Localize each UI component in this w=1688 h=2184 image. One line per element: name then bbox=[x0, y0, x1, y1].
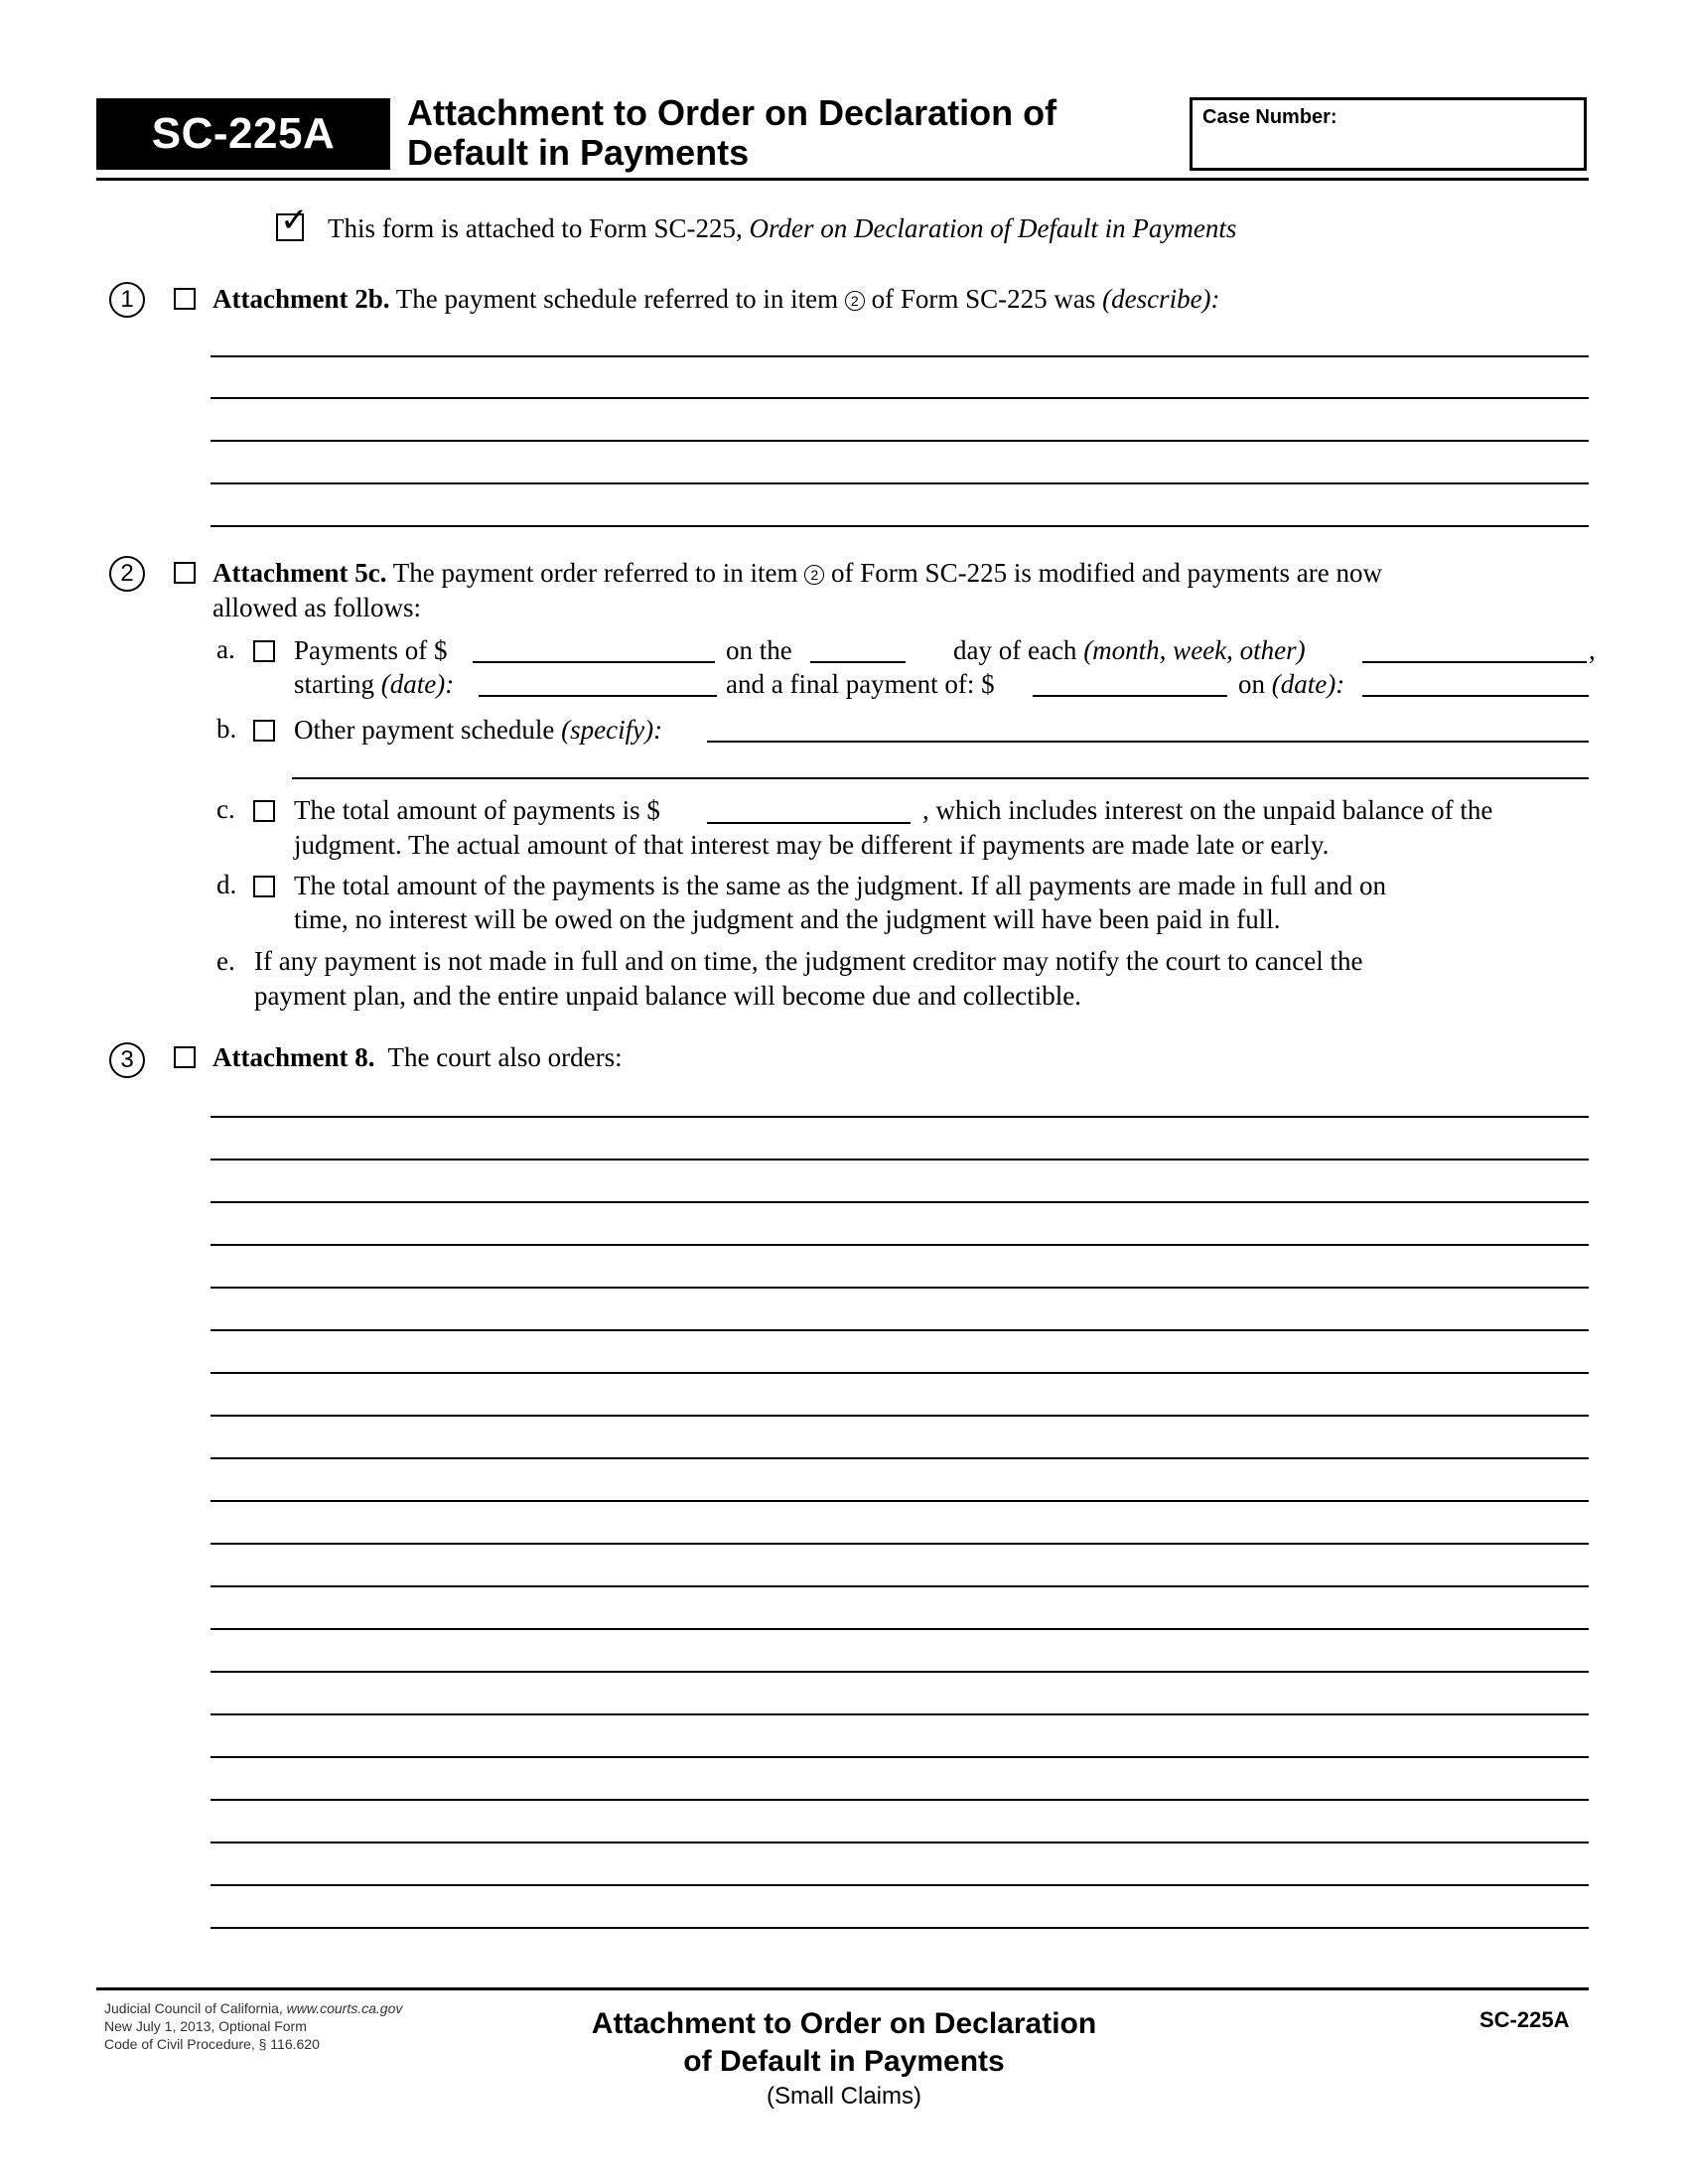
attached-notice bbox=[328, 211, 1236, 245]
order-line[interactable] bbox=[211, 1329, 1589, 1331]
item-ref-icon: 2 bbox=[804, 565, 824, 585]
item-3-label: The court also orders: bbox=[387, 1042, 623, 1072]
form-id-badge bbox=[96, 98, 390, 170]
footer-divider bbox=[96, 1987, 1589, 1990]
footer-form-code: SC-225A bbox=[1479, 2007, 1570, 2032]
item-1-text-b: of Form SC-225 was bbox=[871, 284, 1096, 314]
item-2a-payments-of: Payments of $ bbox=[294, 635, 448, 665]
footer-date: New July 1, 2013, Optional Form bbox=[104, 2018, 307, 2034]
item-2d-letter: d. bbox=[216, 870, 237, 899]
item-2b-text bbox=[294, 713, 662, 747]
item-1-title: Attachment 2b. bbox=[212, 284, 390, 314]
item-3-checkbox[interactable] bbox=[174, 1046, 196, 1068]
item-1-line-5[interactable] bbox=[211, 525, 1589, 527]
item-2-text bbox=[212, 556, 1382, 590]
item-1-text bbox=[212, 282, 1220, 316]
item-2a-on-the: on the bbox=[726, 635, 792, 665]
item-3-text bbox=[212, 1040, 623, 1074]
footer-title-line2: of Default in Payments bbox=[683, 2045, 1005, 2078]
footer-publisher bbox=[104, 1999, 402, 2017]
item-1-line-4[interactable] bbox=[211, 482, 1589, 484]
footer-title-line1: Attachment to Order on Declaration bbox=[591, 2007, 1097, 2040]
item-2b-letter: b. bbox=[216, 714, 237, 744]
order-line[interactable] bbox=[211, 1585, 1589, 1587]
item-2-text-b: of Form SC-225 is modified and payments are now bbox=[831, 558, 1382, 588]
order-line[interactable] bbox=[211, 1927, 1589, 1929]
order-line[interactable] bbox=[211, 1201, 1589, 1203]
item-2a-on bbox=[1238, 667, 1344, 701]
form-title bbox=[407, 93, 1162, 173]
order-line[interactable] bbox=[211, 1116, 1589, 1118]
footer-code-ref: Code of Civil Procedure, § 116.620 bbox=[104, 2036, 320, 2052]
order-line[interactable] bbox=[211, 1500, 1589, 1502]
header-divider bbox=[96, 178, 1589, 181]
item-2b-checkbox[interactable] bbox=[253, 720, 275, 742]
form-title-line1: Attachment to Order on Declaration of bbox=[407, 92, 1057, 133]
item-2a-start-date-field[interactable] bbox=[479, 695, 717, 697]
item-2a-comma: , bbox=[1589, 635, 1596, 665]
case-number-label: Case Number: bbox=[1202, 106, 1337, 128]
order-line[interactable] bbox=[211, 1159, 1589, 1160]
item-3-title: Attachment 8. bbox=[212, 1042, 375, 1072]
item-2e-letter: e. bbox=[216, 946, 235, 976]
item-2a-day-of-each bbox=[953, 633, 1306, 667]
form-id: SC-225A bbox=[151, 109, 336, 158]
item-ref-icon: 2 bbox=[845, 291, 865, 311]
footer-publisher-name: Judicial Council of California, bbox=[104, 2000, 287, 2016]
item-2c-text-a: The total amount of payments is $ bbox=[294, 795, 660, 825]
item-2b-specify-field[interactable] bbox=[707, 741, 1589, 743]
item-2a-date-hint: (date): bbox=[380, 669, 455, 699]
item-2d-text-b: time, no interest will be owed on the judgment and the judgment will have been paid in full. bbox=[294, 904, 1281, 934]
item-1-number-icon: 1 bbox=[109, 282, 145, 318]
item-2a-period-field[interactable] bbox=[1362, 661, 1587, 663]
order-line[interactable] bbox=[211, 1713, 1589, 1715]
item-1-describe-hint: (describe): bbox=[1102, 284, 1220, 314]
order-line[interactable] bbox=[211, 1415, 1589, 1417]
footer-website-link[interactable]: www.courts.ca.gov bbox=[286, 2000, 403, 2016]
item-2a-on-label: on bbox=[1238, 669, 1265, 699]
item-2a-checkbox[interactable] bbox=[253, 640, 275, 662]
checkmark-icon: ✓ bbox=[280, 201, 309, 240]
item-2a-amount-field[interactable] bbox=[473, 661, 715, 663]
item-2e-text-a: If any payment is not made in full and on time, the judgment creditor may notify the court to cancel the bbox=[254, 946, 1363, 976]
item-1-line-1[interactable] bbox=[211, 355, 1589, 357]
item-2-text-c: allowed as follows: bbox=[212, 593, 421, 622]
item-2e-text-b: payment plan, and the entire unpaid balance will become due and collectible. bbox=[254, 981, 1081, 1011]
item-2a-final-amount-field[interactable] bbox=[1033, 695, 1227, 697]
item-2a-day-of-each-label: day of each bbox=[953, 635, 1077, 665]
item-2-number-icon: 2 bbox=[109, 556, 145, 592]
item-2a-starting bbox=[294, 667, 454, 701]
item-2d-text-a: The total amount of the payments is the same as the judgment. If all payments are made in full and on bbox=[294, 871, 1386, 900]
item-2c-text-b: , which includes interest on the unpaid balance of the bbox=[922, 795, 1493, 825]
order-line[interactable] bbox=[211, 1628, 1589, 1630]
order-line[interactable] bbox=[211, 1543, 1589, 1545]
item-2b-specify-line-2[interactable] bbox=[292, 777, 1589, 779]
attached-notice-form-name: Order on Declaration of Default in Payments bbox=[749, 213, 1237, 243]
item-3-number-icon: 3 bbox=[109, 1042, 145, 1078]
item-2a-final-payment: and a final payment of: $ bbox=[726, 669, 995, 699]
order-line[interactable] bbox=[211, 1799, 1589, 1801]
footer-subtitle: (Small Claims) bbox=[767, 2083, 921, 2110]
item-2a-final-date-field[interactable] bbox=[1362, 695, 1589, 697]
item-1-text-a: The payment schedule referred to in item bbox=[395, 284, 839, 314]
order-line[interactable] bbox=[211, 1671, 1589, 1673]
item-2-text-a: The payment order referred to in item bbox=[392, 558, 798, 588]
order-line[interactable] bbox=[211, 1842, 1589, 1843]
order-line[interactable] bbox=[211, 1457, 1589, 1459]
form-title-line2: Default in Payments bbox=[407, 132, 750, 173]
item-2a-period-hint: (month, week, other) bbox=[1083, 635, 1306, 665]
footer-title bbox=[526, 2005, 1162, 2081]
order-line[interactable] bbox=[211, 1372, 1589, 1374]
item-2d-checkbox[interactable] bbox=[253, 876, 275, 897]
attached-checkbox[interactable] bbox=[276, 201, 309, 241]
item-2-title: Attachment 5c. bbox=[212, 558, 387, 588]
item-1-checkbox[interactable] bbox=[174, 288, 196, 310]
item-2a-letter: a. bbox=[216, 634, 235, 664]
item-1-line-3[interactable] bbox=[211, 440, 1589, 442]
item-2b-specify-hint: (specify): bbox=[561, 715, 663, 745]
item-2a-date-hint-2: (date): bbox=[1271, 669, 1345, 699]
item-2c-letter: c. bbox=[216, 794, 235, 824]
order-line[interactable] bbox=[211, 1884, 1589, 1886]
item-2a-day-field[interactable] bbox=[810, 661, 906, 663]
item-2c-text-c: judgment. The actual amount of that interest may be different if payments are made late or early. bbox=[294, 830, 1330, 860]
item-2c-checkbox[interactable] bbox=[253, 800, 275, 822]
attached-notice-prefix: This form is attached to Form SC-225, bbox=[328, 213, 750, 243]
order-line[interactable] bbox=[211, 1287, 1589, 1289]
item-2c-total-field[interactable] bbox=[707, 822, 911, 824]
item-2a-starting-label: starting bbox=[294, 669, 374, 699]
order-line[interactable] bbox=[211, 1244, 1589, 1246]
item-2-checkbox[interactable] bbox=[174, 562, 196, 584]
order-line[interactable] bbox=[211, 1756, 1589, 1758]
item-2b-label: Other payment schedule bbox=[294, 715, 555, 745]
item-1-line-2[interactable] bbox=[211, 397, 1589, 399]
case-number-field[interactable] bbox=[1190, 97, 1587, 171]
